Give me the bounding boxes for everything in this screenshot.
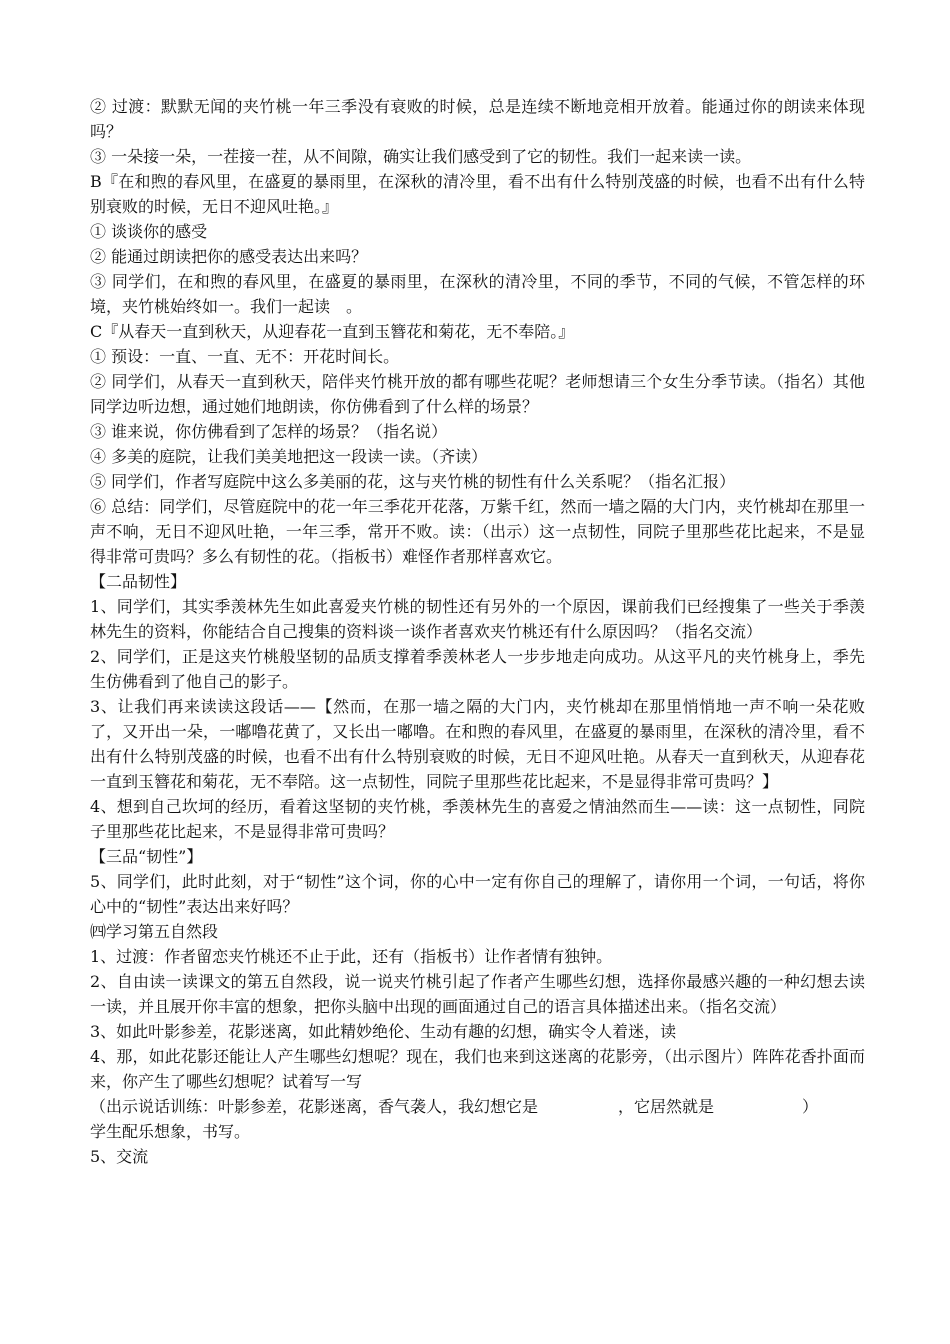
exercise-prompt-mid: ，它居然就是: [618, 1097, 715, 1116]
exercise-prompt-end: ）: [802, 1097, 819, 1116]
section-heading: 【三品“韧性”】: [90, 847, 203, 866]
paragraph: 3、如此叶影参差，花影迷离，如此精妙绝伦、生动有趣的幻想，确实令人着迷，读: [90, 1022, 677, 1041]
paragraph: ③ 一朵接一朵，一茬接一茬，从不间隙，确实让我们感受到了它的韧性。我们一起来读一读。: [90, 147, 752, 166]
paragraph: [90, 269, 865, 319]
paragraph: ① 预设：一直、一直、无不：开花时间长。: [90, 347, 400, 366]
paragraph: ④ 多美的庭院，让我们美美地把这一段读一读。（齐读）: [90, 447, 488, 466]
paragraph: 1、同学们，其实季羡林先生如此喜爱夹竹桃的韧性还有另外的一个原因，课前我们已经搜集了一些关于季羡林先生的资料，你能结合自己搜集的资料谈一谈作者喜欢夹竹桃还有什么原因吗？（指名交流）: [90, 597, 865, 641]
paragraph: ① 谈谈你的感受: [90, 222, 208, 241]
paragraph: ② 同学们，从春天一直到秋天，陪伴夹竹桃开放的都有哪些花呢？老师想请三个女生分季节读。（指名）其他同学边听边想，通过她们地朗读，你仿佛看到了什么样的场景？: [90, 372, 865, 416]
paragraph: 2、同学们，正是这夹竹桃般坚韧的品质支撑着季羡林老人一步步地走向成功。从这平凡的夹竹桃身上，季先生仿佛看到了他自己的影子。: [90, 647, 865, 691]
paragraph: 4、那，如此花影还能让人产生哪些幻想呢？现在，我们也来到这迷离的花影旁，（出示图片）阵阵花香扑面而来，你产生了哪些幻想呢？试着写一写: [90, 1047, 865, 1091]
paragraph: 3、让我们再来读读这段话——【然而，在那一墙之隔的大门内，夹竹桃却在那里悄悄地一声不响一朵花败了，又开出一朵，一嘟噜花黄了，又长出一嘟噜。在和煦的春风里，在盛夏的暴雨里，在深秋的清冷里，看不出有什么特别茂盛的时候，也看不出有什么特别衰败的时候，无日不迎风吐艳。从春天一直到秋天，从迎春花一直到玉簪花和菊花，无不奉陪。这一点韧性，同院子里那些花比起来，不是显得非常可贵吗？】: [90, 697, 865, 791]
paragraph-text: ③ 同学们，在和煦的春风里，在盛夏的暴雨里，在深秋的清冷里，不同的季节，不同的气候，不管怎样的环境，夹竹桃始终如一。我们一起读: [90, 272, 865, 316]
paragraph: ⑥ 总结：同学们，尽管庭院中的花一年三季花开花落，万紫千红，然而一墙之隔的大门内，夹竹桃却在那里一声不响，无日不迎风吐艳，一年三季，常开不败。读：（出示）这一点韧性，同院子里那些花比起来，不是显得非常可贵吗？多么有韧性的花。（指板书）难怪作者那样喜欢它。: [90, 497, 865, 566]
paragraph: 2、自由读一读课文的第五自然段，说一说夹竹桃引起了作者产生哪些幻想，选择你最感兴趣的一种幻想去读一读，并且展开你丰富的想象，把你头脑中出现的画面通过自己的语言具体描述出来。（指名交流）: [90, 972, 865, 1016]
paragraph: ② 能通过朗读把你的感受表达出来吗？: [90, 247, 368, 266]
document-body: [90, 94, 865, 1169]
paragraph: ③ 谁来说，你仿佛看到了怎样的场景？（指名说）: [90, 422, 448, 441]
exercise-prompt: （出示说话训练：叶影参差，花影迷离，香气袭人，我幻想它是: [90, 1097, 539, 1116]
paragraph: 5、交流: [90, 1147, 149, 1166]
section-heading: 【二品韧性】: [90, 572, 187, 591]
section-heading: ㈣学习第五自然段: [90, 922, 219, 941]
paragraph: ⑤ 同学们，作者写庭院中这么多美丽的花，这与夹竹桃的韧性有什么关系呢？（指名汇报）: [90, 472, 736, 491]
paragraph: 4、想到自己坎坷的经历，看着这坚韧的夹竹桃，季羡林先生的喜爱之情油然而生——读：这一点韧性，同院子里那些花比起来，不是显得非常可贵吗？: [90, 797, 865, 841]
paragraph: C『从春天一直到秋天，从迎春花一直到玉簪花和菊花，无不奉陪。』: [90, 322, 575, 341]
paragraph: B『在和煦的春风里，在盛夏的暴雨里，在深秋的清冷里，看不出有什么特别茂盛的时候，也看不出有什么特别衰败的时候，无日不迎风吐艳。』: [90, 172, 865, 216]
paragraph-tail: 。: [346, 297, 363, 316]
paragraph: 1、过渡：作者留恋夹竹桃还不止于此，还有（指板书）让作者情有独钟。: [90, 947, 613, 966]
paragraph: 学生配乐想象，书写。: [90, 1122, 251, 1141]
paragraph: [90, 1094, 865, 1119]
paragraph: ② 过渡：默默无闻的夹竹桃一年三季没有衰败的时候，总是连续不断地竞相开放着。能通过你的朗读来体现吗？: [90, 97, 865, 141]
paragraph: 5、同学们，此时此刻，对于“韧性”这个词，你的心中一定有你自己的理解了，请你用一个词，一句话，将你心中的“韧性”表达出来好吗？: [90, 872, 865, 916]
